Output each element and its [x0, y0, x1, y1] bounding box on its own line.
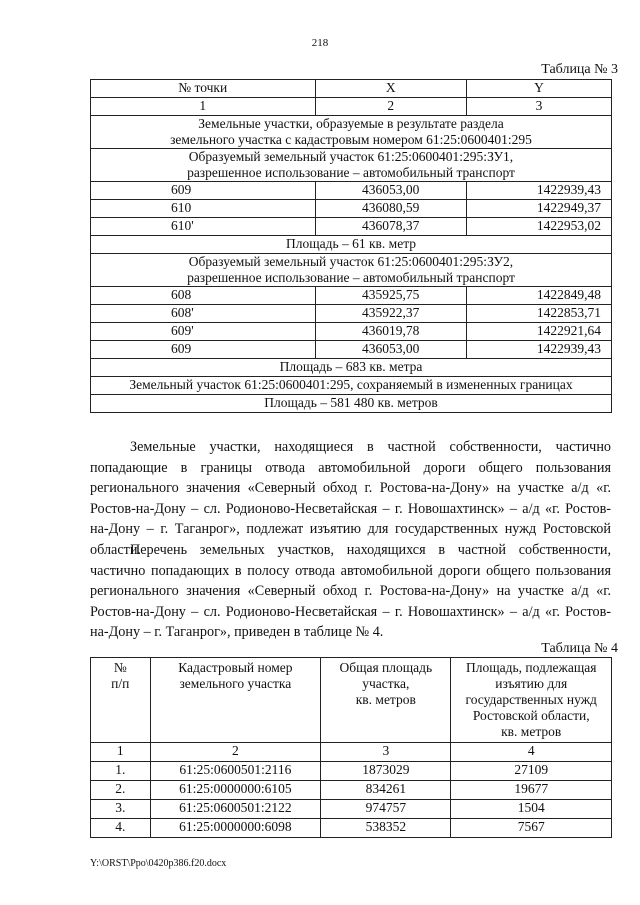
- kept-plot-row: [91, 377, 612, 395]
- section-title-line: земельного участка с кадастровым номером 61:25:0600401:295: [170, 132, 532, 147]
- table3-caption: Таблица № 3: [541, 62, 618, 77]
- x-cell: 436053,00: [315, 341, 466, 359]
- table-row: [91, 305, 612, 323]
- table-header-row: [91, 658, 612, 743]
- header-seized-area: [451, 658, 612, 743]
- x-cell: 436080,59: [315, 200, 466, 218]
- table4-caption: Таблица № 4: [541, 641, 618, 656]
- header-y: Y: [466, 80, 611, 98]
- table-row: [91, 819, 612, 838]
- table-row: [91, 800, 612, 819]
- header-line: земельного участка: [179, 676, 292, 691]
- header-total-area: [321, 658, 451, 743]
- section-title: [91, 116, 612, 149]
- numbering-row: [91, 98, 612, 116]
- plot1-title-row: [91, 149, 612, 182]
- y-cell: 1422921,64: [466, 323, 611, 341]
- total-area-cell: 834261: [321, 781, 451, 800]
- header-line: государственных нужд: [465, 692, 597, 707]
- header-line: п/п: [111, 676, 130, 691]
- numbering-row: [91, 743, 612, 762]
- table-row: [91, 200, 612, 218]
- x-cell: 436019,78: [315, 323, 466, 341]
- plot-title-line: разрешенное использование – автомобильный транспорт: [187, 270, 515, 285]
- numbering-cell: 3: [321, 743, 451, 762]
- header-line: Кадастровый номер: [178, 660, 293, 675]
- kept-plot-title: Земельный участок 61:25:0600401:295, сохраняемый в измененных границах: [91, 377, 612, 395]
- numbering-cell: 2: [315, 98, 466, 116]
- kept-plot-area: Площадь – 581 480 кв. метров: [91, 395, 612, 413]
- plot-title-line: Образуемый земельный участок 61:25:0600401:295:ЗУ2,: [188, 254, 514, 269]
- point-cell: 608': [91, 305, 316, 323]
- plot1-area-row: [91, 236, 612, 254]
- cadastral-cell: 61:25:0600501:2122: [150, 800, 321, 819]
- cadastral-cell: 61:25:0000000:6098: [150, 819, 321, 838]
- paragraph-seizure: Земельные участки, находящиеся в частной собственности, частично попадающие в границы отвода автомобильной дороги общего пользования регионального значения «Северный обход г. Ростова-на-Дону» на участке а/д «г. Ростов-на-Дону – сл. Родионово-Несветайская – г. Новошахтинск» – а/д «г. Ростов-на-Дону – г. Таганрог», подлежат изъятию для государственных нужд Ростовской области.: [90, 439, 611, 558]
- table-row: [91, 218, 612, 236]
- y-cell: 1422849,48: [466, 287, 611, 305]
- y-cell: 1422953,02: [466, 218, 611, 236]
- header-line: участка,: [362, 676, 410, 691]
- numbering-cell: 3: [466, 98, 611, 116]
- seized-area-cell: 27109: [451, 762, 612, 781]
- point-cell: 608: [91, 287, 316, 305]
- x-cell: 435922,37: [315, 305, 466, 323]
- page-number: 218: [311, 37, 329, 49]
- land-plots-table: [90, 657, 612, 838]
- table-row: [91, 323, 612, 341]
- plot1-area: Площадь – 61 кв. метр: [91, 236, 612, 254]
- header-line: Ростовской области,: [472, 708, 590, 723]
- header-index: [91, 658, 151, 743]
- y-cell: 1422939,43: [466, 182, 611, 200]
- paragraph-list-reference: Перечень земельных участков, находящихся в частной собственности, частично попадающих в полосу отвода автомобильной дороги общего пользования регионального значения «Северный обход г. Ростова-на-Дону» на участке а/д «г. Ростов-на-Дону – сл. Родионово-Несветайская – г. Новошахтинск» – а/д «г. Ростов-на-Дону – г. Таганрог», приведен в таблице № 4.: [90, 542, 611, 640]
- total-area-cell: 974757: [321, 800, 451, 819]
- header-line: изъятию для: [495, 676, 568, 691]
- plot2-area: Площадь – 683 кв. метра: [91, 359, 612, 377]
- cadastral-cell: 61:25:0600501:2116: [150, 762, 321, 781]
- header-line: Площадь, подлежащая: [465, 660, 597, 675]
- total-area-cell: 1873029: [321, 762, 451, 781]
- file-path-footer: Y:\ORST\Ppo\0420p386.f20.docx: [90, 858, 227, 869]
- numbering-cell: 4: [451, 743, 612, 762]
- table-row: [91, 287, 612, 305]
- y-cell: 1422939,43: [466, 341, 611, 359]
- header-line: кв. метров: [355, 692, 416, 707]
- cadastral-cell: 61:25:0000000:6105: [150, 781, 321, 800]
- plot2-title: [91, 254, 612, 287]
- table-row: [91, 762, 612, 781]
- header-line: кв. метров: [501, 724, 562, 739]
- seized-area-cell: 19677: [451, 781, 612, 800]
- point-cell: 610: [91, 200, 316, 218]
- table-row: [91, 781, 612, 800]
- header-point-number: № точки: [91, 80, 316, 98]
- y-cell: 1422853,71: [466, 305, 611, 323]
- index-cell: 1.: [91, 762, 151, 781]
- y-cell: 1422949,37: [466, 200, 611, 218]
- header-cadastral-number: [150, 658, 321, 743]
- numbering-cell: 1: [91, 743, 151, 762]
- header-line: №: [113, 660, 127, 675]
- x-cell: 435925,75: [315, 287, 466, 305]
- index-cell: 3.: [91, 800, 151, 819]
- point-cell: 609: [91, 182, 316, 200]
- table-header-row: [91, 80, 612, 98]
- table-row: [91, 341, 612, 359]
- index-cell: 4.: [91, 819, 151, 838]
- x-cell: 436078,37: [315, 218, 466, 236]
- header-x: X: [315, 80, 466, 98]
- table-row: [91, 182, 612, 200]
- plot-title-line: разрешенное использование – автомобильный транспорт: [187, 165, 515, 180]
- plot1-title: [91, 149, 612, 182]
- point-cell: 610': [91, 218, 316, 236]
- header-line: Общая площадь: [339, 660, 433, 675]
- point-cell: 609: [91, 341, 316, 359]
- section-title-row: [91, 116, 612, 149]
- point-cell: 609': [91, 323, 316, 341]
- total-area-cell: 538352: [321, 819, 451, 838]
- plot2-area-row: [91, 359, 612, 377]
- kept-area-row: [91, 395, 612, 413]
- plot2-title-row: [91, 254, 612, 287]
- numbering-cell: 1: [91, 98, 316, 116]
- seized-area-cell: 7567: [451, 819, 612, 838]
- seized-area-cell: 1504: [451, 800, 612, 819]
- coordinates-table: [90, 79, 612, 413]
- plot-title-line: Образуемый земельный участок 61:25:0600401:295:ЗУ1,: [188, 149, 514, 164]
- index-cell: 2.: [91, 781, 151, 800]
- section-title-line: Земельные участки, образуемые в результате раздела: [198, 116, 504, 131]
- numbering-cell: 2: [150, 743, 321, 762]
- x-cell: 436053,00: [315, 182, 466, 200]
